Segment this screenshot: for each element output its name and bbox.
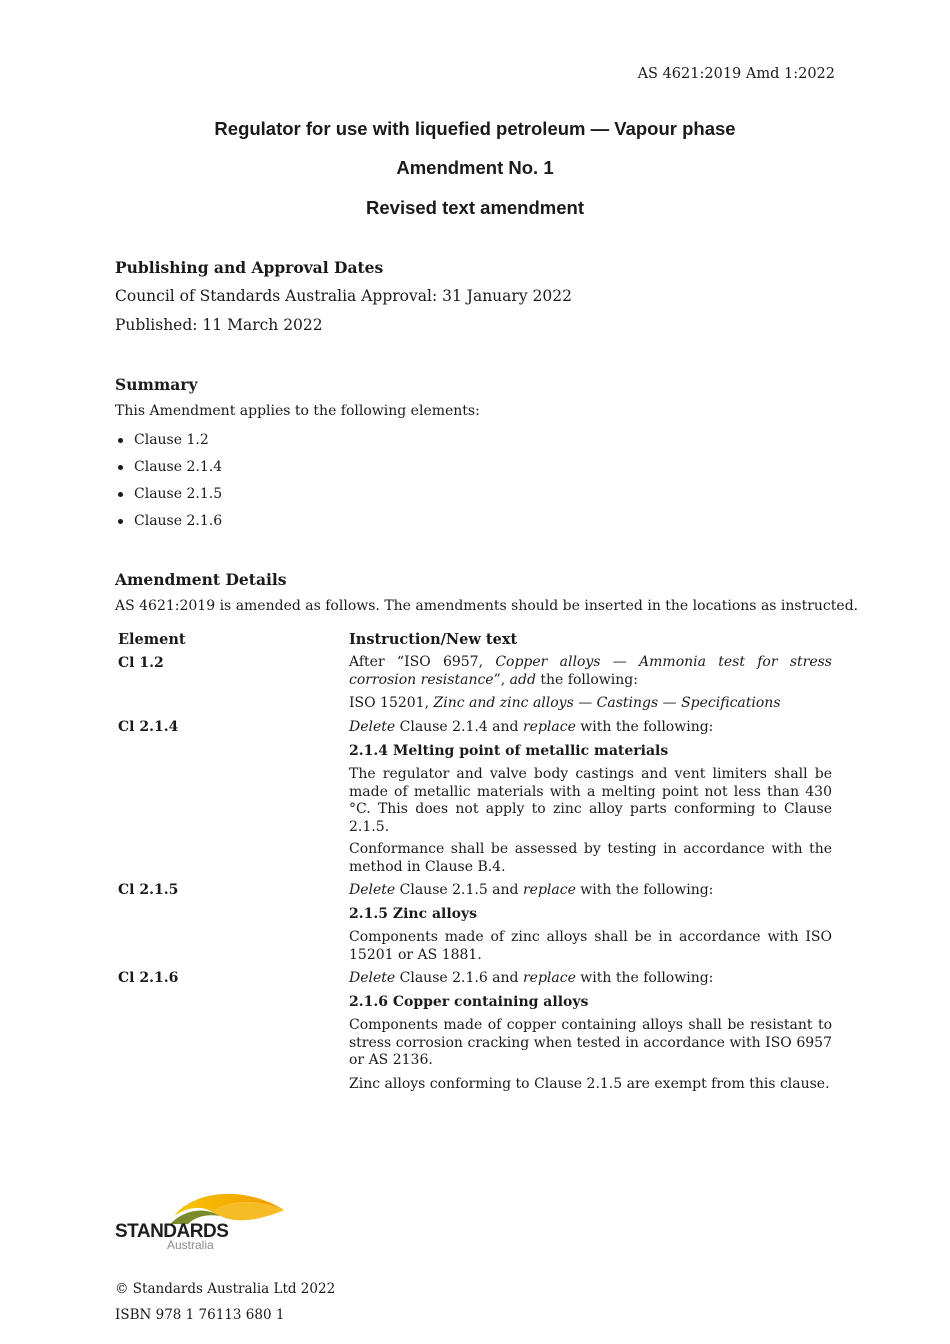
clause-heading: 2.1.5 Zinc alloys: [349, 906, 478, 922]
summary-heading: Summary: [115, 375, 198, 394]
clause-text: Components made of copper containing alloys shall be resistant to stress corrosion cracking when tested in accordance with ISO 6957 or AS 2136.: [349, 1017, 832, 1068]
copyright: © Standards Australia Ltd 2022: [115, 1281, 336, 1297]
clause-heading: 2.1.4 Melting point of metallic materials: [349, 743, 669, 759]
new-reference: ISO 15201, Zinc and zinc alloys — Castings — Specifications: [349, 695, 781, 711]
list-item: Clause 1.2: [115, 430, 222, 457]
summary-list: [115, 430, 222, 538]
clause-text: The regulator and valve body castings and vent limiters shall be made of metallic materials with a melting point not less than 430 °C. This does not apply to zinc alloy parts conforming to Clause 2.1.5.: [349, 766, 832, 835]
amendment-type: Revised text amendment: [366, 197, 584, 218]
isbn: ISBN 978 1 76113 680 1: [115, 1307, 285, 1323]
details-heading: Amendment Details: [115, 570, 287, 589]
document-title: Regulator for use with liquefied petroleum — Vapour phase: [214, 118, 736, 139]
logo-wordmark: STANDARDS: [115, 1221, 229, 1242]
details-intro: AS 4621:2019 is amended as follows. The amendments should be inserted in the locations as instructed.: [115, 598, 859, 614]
amendment-table: [118, 630, 832, 1099]
list-item: Clause 2.1.4: [115, 457, 222, 484]
table-row-cl-2-1-6: [118, 969, 832, 1099]
text-cell: [349, 718, 832, 881]
column-header-element: Element: [118, 631, 186, 648]
list-item: Clause 2.1.5: [115, 484, 222, 511]
instruction: Delete Clause 2.1.6 and replace with the following:: [349, 970, 714, 986]
list-item: Clause 2.1.6: [115, 511, 222, 538]
element-cell: Cl 2.1.4: [118, 719, 179, 735]
approval-date: Council of Standards Australia Approval: 31 January 2022: [115, 287, 572, 305]
table-row-cl-2-1-5: [118, 881, 832, 969]
clause-text: Zinc alloys conforming to Clause 2.1.5 are exempt from this clause.: [349, 1075, 830, 1092]
summary-intro: This Amendment applies to the following elements:: [115, 403, 480, 419]
instruction: After “ISO 6957, Copper alloys — Ammonia test for stress corrosion resistance”, add the following:: [349, 654, 832, 688]
table-row-cl-1-2: [118, 654, 832, 718]
table-row-cl-2-1-4: [118, 718, 832, 881]
logo-subtitle: Australia: [167, 1238, 214, 1252]
instruction: Delete Clause 2.1.4 and replace with the following:: [349, 719, 714, 735]
document-reference: AS 4621:2019 Amd 1:2022: [637, 66, 835, 82]
clause-text: Conformance shall be assessed by testing in accordance with the method in Clause B.4.: [349, 841, 832, 875]
table-header-row: [118, 630, 832, 650]
clause-text: Components made of zinc alloys shall be in accordance with ISO 15201 or AS 1881.: [349, 929, 832, 963]
clause-heading: 2.1.6 Copper containing alloys: [349, 994, 589, 1010]
publishing-heading: Publishing and Approval Dates: [115, 258, 384, 277]
published-date: Published: 11 March 2022: [115, 316, 323, 334]
column-header-text: Instruction/New text: [349, 631, 518, 648]
instruction: Delete Clause 2.1.5 and replace with the following:: [349, 882, 714, 898]
amendment-number: Amendment No. 1: [396, 157, 554, 178]
text-cell: [349, 654, 832, 718]
element-cell: Cl 2.1.6: [118, 970, 179, 986]
element-cell: Cl 2.1.5: [118, 882, 179, 898]
text-cell: [349, 881, 832, 969]
element-cell: Cl 1.2: [118, 655, 164, 671]
text-cell: [349, 969, 832, 1099]
standards-australia-logo: [112, 1186, 292, 1256]
